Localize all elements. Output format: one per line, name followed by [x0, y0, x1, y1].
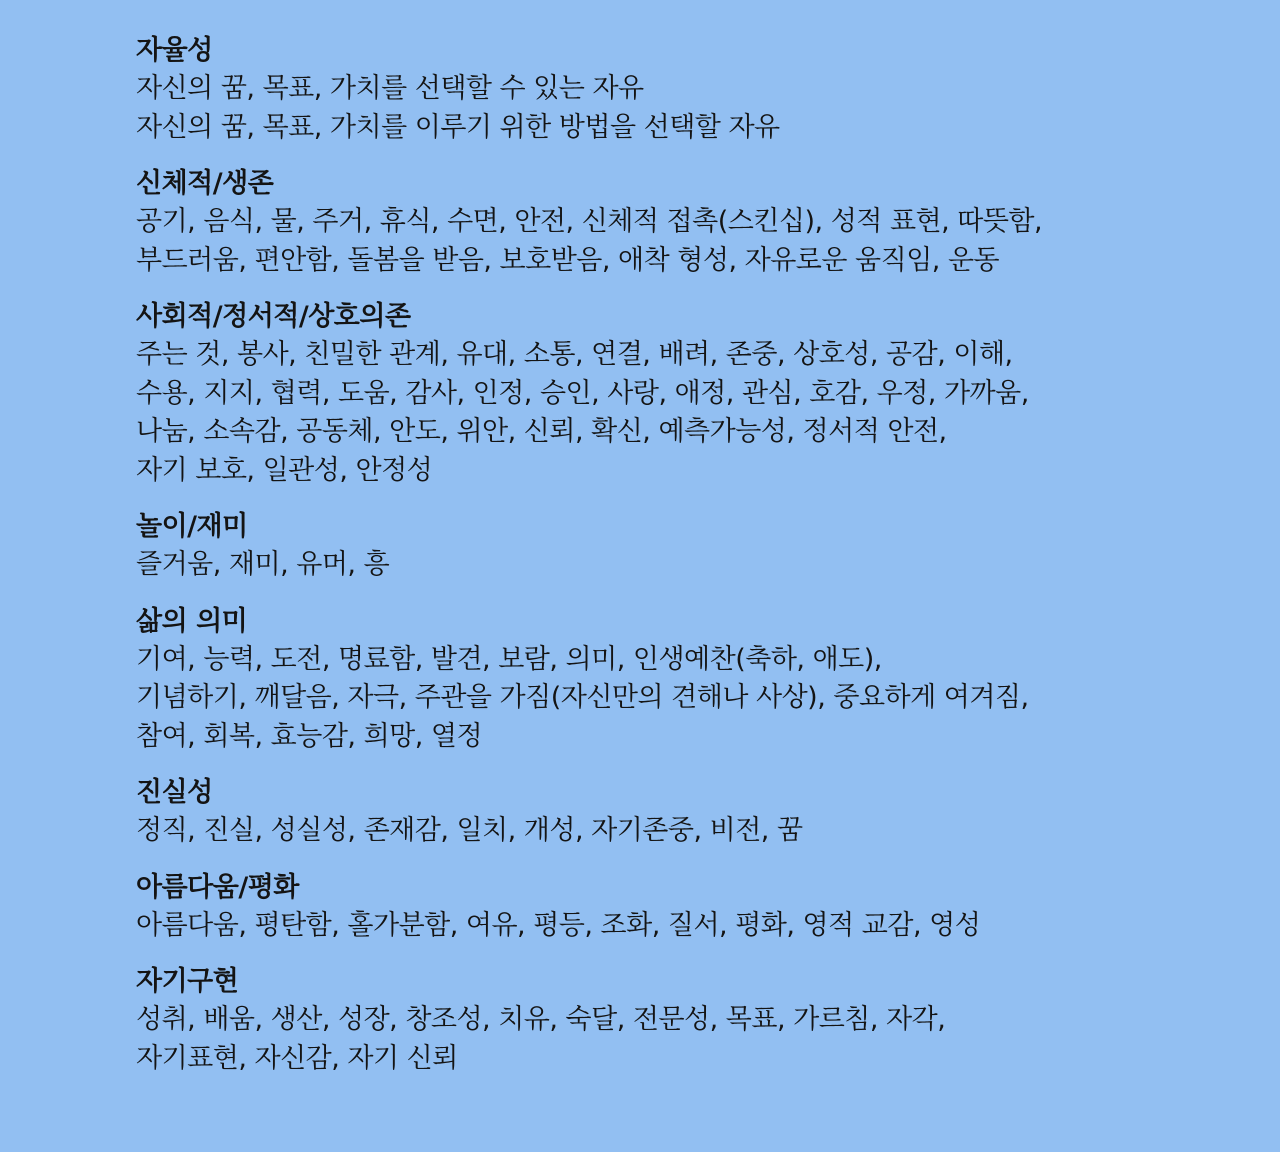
section-line: 나눔, 소속감, 공동체, 안도, 위안, 신뢰, 확신, 예측가능성, 정서적 안전, [136, 416, 947, 447]
section-line: 기여, 능력, 도전, 명료함, 발견, 보람, 의미, 인생예찬(축하, 애도), [136, 643, 882, 675]
section-line: 수용, 지지, 협력, 도움, 감사, 인정, 승인, 사랑, 애정, 관심, 호감, 우정, 가까움, [136, 377, 1029, 409]
section-line: 공기, 음식, 물, 주거, 휴식, 수면, 안전, 신체적 접촉(스킨십), 성적 표현, 따뜻함, [136, 206, 1043, 237]
section-authenticity [136, 774, 1280, 851]
section-heading: 놀이/재미 [136, 511, 248, 542]
section-heading: 진실성 [136, 777, 213, 808]
section-line: 성취, 배움, 생산, 성장, 창조성, 치유, 숙달, 전문성, 목표, 가르침, 자각, [136, 1004, 946, 1035]
section-line: 기념하기, 깨달음, 자극, 주관을 가짐(자신만의 견해나 사상), 중요하게 여겨짐, [136, 682, 1029, 713]
section-social-emotional [136, 298, 1280, 490]
section-line: 자신의 꿈, 목표, 가치를 선택할 수 있는 자유 [136, 73, 644, 104]
section-beauty-peace [136, 869, 1280, 946]
section-physical-survival [136, 165, 1280, 280]
section-heading: 자율성 [136, 35, 213, 66]
section-line: 아름다움, 평탄함, 홀가분함, 여유, 평등, 조화, 질서, 평화, 영적 교감, 영성 [136, 909, 981, 941]
section-autonomy [136, 32, 1280, 147]
section-line: 즐거움, 재미, 유머, 흥 [136, 549, 390, 580]
section-line: 부드러움, 편안함, 돌봄을 받음, 보호받음, 애착 형성, 자유로운 움직임, 운동 [136, 244, 1000, 276]
section-heading: 삶의 의미 [136, 605, 248, 637]
section-meaning-of-life [136, 603, 1280, 757]
section-line: 자기표현, 자신감, 자기 신뢰 [136, 1042, 458, 1074]
section-line: 참여, 회복, 효능감, 희망, 열정 [136, 720, 483, 752]
section-heading: 사회적/정서적/상호의존 [136, 301, 411, 332]
section-line: 정직, 진실, 성실성, 존재감, 일치, 개성, 자기존중, 비전, 꿈 [136, 815, 803, 846]
section-line: 자기 보호, 일관성, 안정성 [136, 454, 433, 486]
section-heading: 신체적/생존 [136, 168, 274, 199]
section-heading: 자기구현 [136, 966, 239, 997]
section-line: 주는 것, 봉사, 친밀한 관계, 유대, 소통, 연결, 배려, 존중, 상호성, 공감, 이해, [136, 339, 1013, 370]
section-line: 자신의 꿈, 목표, 가치를 이루기 위한 방법을 선택할 자유 [136, 111, 780, 143]
section-play-fun [136, 508, 1280, 585]
section-heading: 아름다움/평화 [136, 871, 299, 903]
section-self-realization [136, 963, 1280, 1078]
